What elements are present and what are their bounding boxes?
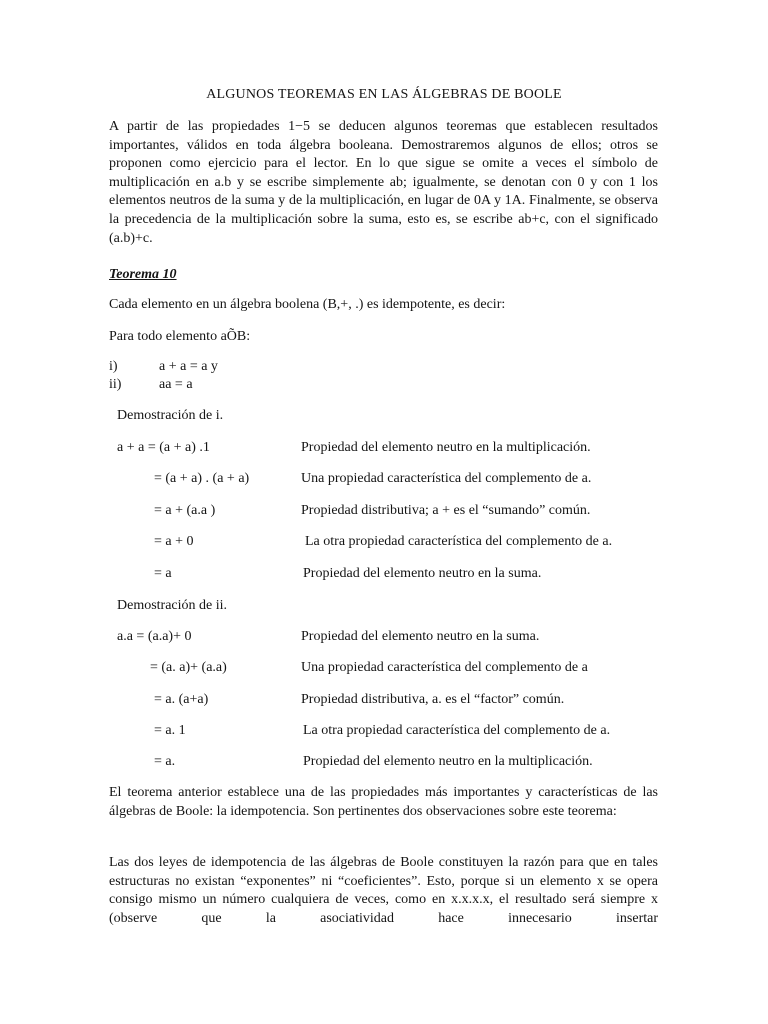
final-paragraph: Las dos leyes de idempotencia de las álgebras de Boole constituyen la razón para que en tales estructuras no existan “exponentes” ni “coeficientes”. Esto, porque si un elemento x se opera consigo mismo un número cualquiera de veces, como en x.x.x.x, el resultado será siempre x (observe que la asociatividad hace innecesario insertar	[109, 855, 658, 926]
proof-step-justification: La otra propiedad característica del complemento de a.	[303, 723, 611, 738]
proof-step-justification: Propiedad distributiva; a + es el “sumando” común.	[301, 503, 591, 518]
item-equation: a + a = a y	[159, 359, 218, 374]
for-all-line: Para todo elemento aÕB:	[109, 329, 251, 344]
document-title: ALGUNOS TEOREMAS EN LAS ÁLGEBRAS DE BOOLE	[206, 87, 562, 102]
proof-step-expression: = a	[154, 566, 172, 581]
item-marker: i)	[109, 359, 118, 374]
proof-step-justification: Propiedad del elemento neutro en la multiplicación.	[301, 440, 591, 455]
proof-step-expression: = (a. a)+ (a.a)	[150, 660, 227, 675]
demo2-heading: Demostración de ii.	[117, 598, 228, 613]
proof-step-justification: Propiedad distributiva, a. es el “factor” común.	[301, 692, 565, 707]
proof-step-justification: Propiedad del elemento neutro en la suma.	[303, 566, 542, 581]
proof-step-expression: = a. 1	[154, 723, 186, 738]
proof-step-justification: Propiedad del elemento neutro en la suma.	[301, 629, 540, 644]
proof-step-justification: La otra propiedad característica del complemento de a.	[305, 534, 613, 549]
item-equation: aa = a	[159, 377, 193, 392]
theorem-statement: Cada elemento en un álgebra boolena (B,+, .) es idempotente, es decir:	[109, 297, 506, 312]
proof-step-justification: Una propiedad característica del complemento de a.	[301, 471, 592, 486]
proof-step-expression: = a + (a.a )	[154, 503, 216, 518]
proof-step-expression: = a.	[154, 754, 176, 769]
demo1-heading: Demostración de i.	[117, 408, 224, 423]
proof-step-justification: Una propiedad característica del complemento de a	[301, 660, 588, 675]
theorem-title: Teorema 10	[109, 267, 177, 282]
proof-step-expression: = a. (a+a)	[154, 692, 209, 707]
proof-step-expression: = a + 0	[154, 534, 194, 549]
conclusion-paragraph: El teorema anterior establece una de las propiedades más importantes y características de las álgebras de Boole: la idempotencia. Son pertinentes dos observaciones sobre este teorema:	[109, 785, 658, 819]
proof-step-expression: = (a + a) . (a + a)	[154, 471, 250, 486]
proof-step-expression: a.a = (a.a)+ 0	[117, 629, 192, 644]
proof-step-justification: Propiedad del elemento neutro en la multiplicación.	[303, 754, 593, 769]
intro-paragraph: A partir de las propiedades 1−5 se deducen algunos teoremas que establecen resultados importantes, válidos en toda álgebra booleana. Demostraremos algunos de ellos; otros se proponen como ejercicio para el lector. En lo que sigue se omite a veces el símbolo de multiplicación en a.b y se escribe simplemente ab; igualmente, se denotan con 0 y con 1 los elementos neutros de la suma y de la multiplicación, en lugar de 0A y 1A. Finalmente, se observa la precedencia de la multiplicación sobre la suma, esto es, se escribe ab+c, con el significado (a.b)+c.	[109, 119, 658, 246]
proof-step-expression: a + a = (a + a) .1	[117, 440, 210, 455]
item-marker: ii)	[109, 377, 122, 392]
